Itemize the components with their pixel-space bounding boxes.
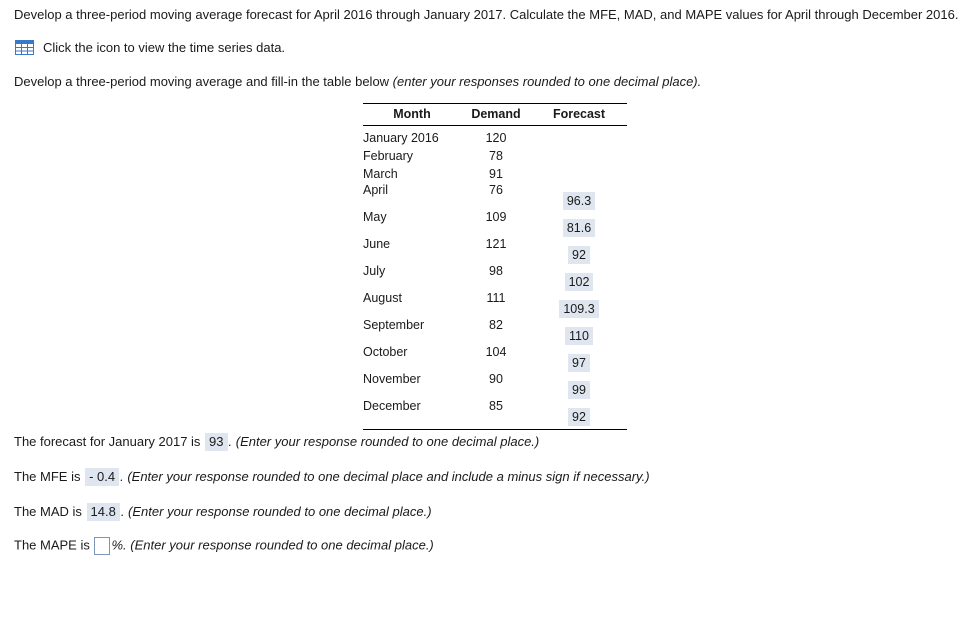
month-cell: March xyxy=(363,167,398,181)
forecast-cell[interactable] xyxy=(531,210,627,237)
demand-cell: 104 xyxy=(485,345,507,359)
question-note: %. (Enter your response rounded to one decimal place.) xyxy=(111,537,434,553)
col-header-month: Month xyxy=(363,104,461,126)
forecast-cell[interactable] xyxy=(531,183,627,210)
table-instructions-main: Develop a three-period moving average and fill-in the table below xyxy=(14,74,393,89)
forecast-cell[interactable] xyxy=(531,345,627,372)
table-row xyxy=(363,237,627,264)
demand-cell: 120 xyxy=(485,131,507,145)
month-cell: June xyxy=(363,237,391,251)
forecast-cell[interactable] xyxy=(531,318,627,345)
forecast-answer-box[interactable]: 96.3 xyxy=(563,192,595,210)
table-row xyxy=(363,126,627,148)
forecast-cell[interactable] xyxy=(531,291,627,318)
month-cell: August xyxy=(363,291,402,305)
demand-cell: 121 xyxy=(485,237,507,251)
view-data-link[interactable]: Click the icon to view the time series data. xyxy=(43,40,286,55)
table-row xyxy=(363,210,627,237)
forecast-answer-box[interactable]: 97 xyxy=(568,354,590,372)
month-cell: September xyxy=(363,318,425,332)
question-mad xyxy=(14,503,432,521)
table-row xyxy=(363,264,627,291)
demand-cell: 91 xyxy=(489,167,503,181)
forecast-answer-box[interactable]: 92 xyxy=(568,246,590,264)
question-mfe xyxy=(14,468,650,486)
col-header-demand: Demand xyxy=(461,104,531,126)
month-cell: February xyxy=(363,149,414,163)
question-text: The MAPE is xyxy=(14,537,94,553)
forecast-answer-box[interactable]: 81.6 xyxy=(563,219,595,237)
question-text: The MAD is xyxy=(14,504,86,519)
month-cell: November xyxy=(363,372,421,386)
mad-answer[interactable]: 14.8 xyxy=(87,503,120,521)
forecast-cell xyxy=(531,147,627,165)
table-instructions-note: (enter your responses rounded to one decimal place). xyxy=(392,74,702,89)
demand-cell: 90 xyxy=(489,372,503,386)
table-row xyxy=(363,345,627,372)
table-row xyxy=(363,147,627,165)
january-forecast-answer[interactable]: 93 xyxy=(205,433,227,451)
forecast-answer-box[interactable]: 99 xyxy=(568,381,590,399)
month-cell: October xyxy=(363,345,408,359)
table-row xyxy=(363,372,627,399)
question-text: The forecast for January 2017 is xyxy=(14,434,205,449)
table-grid-icon[interactable] xyxy=(15,40,34,55)
table-instructions xyxy=(14,74,701,89)
demand-cell: 82 xyxy=(489,318,503,332)
instructions-text: Develop a three-period moving average forecast for April 2016 through January 2017. Calculate the MFE, MAD, and MAPE values for April through December 2016. xyxy=(14,7,959,22)
forecast-answer-box[interactable]: 102 xyxy=(565,273,594,291)
month-cell: July xyxy=(363,264,386,278)
table-row xyxy=(363,165,627,183)
col-header-forecast: Forecast xyxy=(531,104,627,126)
demand-cell: 111 xyxy=(486,291,506,305)
forecast-answer-box[interactable]: 92 xyxy=(568,408,590,426)
forecast-cell[interactable] xyxy=(531,372,627,399)
table-row xyxy=(363,399,627,430)
demand-cell: 98 xyxy=(489,264,503,278)
question-note: . (Enter your response rounded to one decimal place.) xyxy=(120,504,432,519)
forecast-cell xyxy=(531,126,627,148)
forecast-cell[interactable] xyxy=(531,237,627,264)
mape-input[interactable] xyxy=(94,537,110,555)
table-row xyxy=(363,183,627,210)
table-row xyxy=(363,291,627,318)
question-note: . (Enter your response rounded to one decimal place.) xyxy=(228,434,540,449)
demand-cell: 76 xyxy=(489,183,503,197)
question-mape xyxy=(14,537,434,555)
question-text: The MFE is xyxy=(14,469,85,484)
month-cell: December xyxy=(363,399,461,430)
demand-cell: 109 xyxy=(485,210,507,224)
month-cell: April xyxy=(363,183,389,197)
question-note: . (Enter your response rounded to one decimal place and include a minus sign if necessary.) xyxy=(120,469,650,484)
demand-cell: 85 xyxy=(461,399,531,430)
table-row xyxy=(363,318,627,345)
month-cell: May xyxy=(363,210,387,224)
forecast-answer-box[interactable]: 109.3 xyxy=(559,300,598,318)
forecast-cell[interactable] xyxy=(531,399,627,430)
forecast-cell[interactable] xyxy=(531,264,627,291)
month-cell: January 2016 xyxy=(363,131,439,145)
question-january-forecast xyxy=(14,433,539,451)
time-series-table xyxy=(363,103,627,430)
forecast-answer-box[interactable]: 110 xyxy=(565,327,593,345)
mfe-answer[interactable]: - 0.4 xyxy=(85,468,119,486)
demand-cell: 78 xyxy=(489,149,503,163)
forecast-cell xyxy=(531,165,627,183)
